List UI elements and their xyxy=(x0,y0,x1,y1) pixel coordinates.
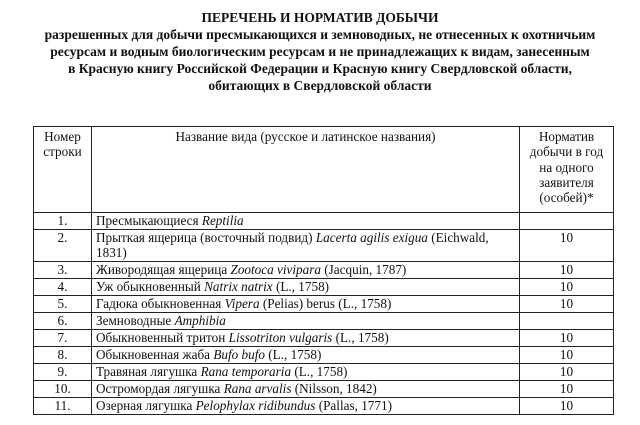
species-latin-name: Rana temporaria xyxy=(200,364,292,379)
table-body xyxy=(34,213,614,415)
norm-value-cell xyxy=(520,313,614,330)
header-species-name: Название вида (русское и латинское названия) xyxy=(92,127,520,213)
table-header-row xyxy=(34,127,614,213)
header-norm: Норматив добычи в год на одного заявителя (особей)* xyxy=(520,127,614,213)
heading-subtitle-line-1: разрешенных для добычи пресмыкающихся и земноводных, не отнесенных к охотничьим xyxy=(44,27,596,42)
species-name-cell xyxy=(92,296,520,313)
species-russian-name: Обыкновенный тритон xyxy=(96,330,229,345)
row-number-cell: 8. xyxy=(34,347,92,364)
table-row xyxy=(34,330,614,347)
species-russian-name: Обыкновенная жаба xyxy=(96,347,214,362)
table-row xyxy=(34,398,614,415)
species-russian-name: Остромордая лягушка xyxy=(96,381,224,396)
row-number-cell: 2. xyxy=(34,230,92,262)
species-name-cell xyxy=(92,381,520,398)
species-latin-name: Zootoca vivipara xyxy=(230,262,321,277)
species-russian-name: Пресмыкающиеся xyxy=(96,213,202,228)
species-latin-name: Amphibia xyxy=(174,313,226,328)
table-row xyxy=(34,364,614,381)
norm-value-cell: 10 xyxy=(520,381,614,398)
table-row xyxy=(34,347,614,364)
species-name-cell xyxy=(92,330,520,347)
heading-title: ПЕРЕЧЕНЬ И НОРМАТИВ ДОБЫЧИ xyxy=(201,10,439,25)
species-russian-name: Озерная лягушка xyxy=(96,398,196,413)
species-authority: (Jacquin, 1787) xyxy=(320,262,407,277)
species-russian-name: Уж обыкновенный xyxy=(96,279,205,294)
table-row xyxy=(34,279,614,296)
species-name-cell xyxy=(92,279,520,296)
header-row-number xyxy=(34,127,92,213)
species-name-cell xyxy=(92,313,520,330)
species-name-cell xyxy=(92,347,520,364)
species-name-cell xyxy=(92,230,520,262)
species-authority: (L., 1758) xyxy=(264,347,322,362)
species-russian-name: Травяная лягушка xyxy=(96,364,201,379)
row-number-cell: 1. xyxy=(34,213,92,230)
species-authority: (L., 1758) xyxy=(291,364,348,379)
species-latin-name: Natrix natrix xyxy=(204,279,273,294)
species-latin-name: Vipera xyxy=(224,296,260,311)
heading-subtitle-line-2: ресурсам и водным биологическим ресурсам и не принадлежащих к видам, занесенным xyxy=(50,44,590,59)
row-number-cell: 9. xyxy=(34,364,92,381)
species-latin-name: Bufo bufo xyxy=(213,347,265,362)
norm-value-cell: 10 xyxy=(520,364,614,381)
norm-value-cell: 10 xyxy=(520,279,614,296)
species-russian-name: Живородящая ящерица xyxy=(96,262,231,277)
species-latin-name: Lissotriton vulgaris xyxy=(228,330,333,345)
table-row xyxy=(34,381,614,398)
norm-value-cell: 10 xyxy=(520,398,614,415)
table-row xyxy=(34,262,614,279)
table-row xyxy=(34,213,614,230)
row-number-cell: 3. xyxy=(34,262,92,279)
row-number-cell: 5. xyxy=(34,296,92,313)
species-authority: (L., 1758) xyxy=(272,279,330,294)
species-authority: (L., 1758) xyxy=(332,330,389,345)
species-authority: (Eichwald, 1831) xyxy=(96,230,489,261)
species-name-cell xyxy=(92,213,520,230)
species-latin-name: Lacerta agilis exigua xyxy=(315,230,428,245)
species-authority: (Pallas, 1771) xyxy=(315,398,392,413)
species-russian-name: Земноводные xyxy=(96,313,175,328)
norm-value-cell: 10 xyxy=(520,296,614,313)
heading-subtitle-line-3: в Красную книгу Российской Федерации и Красную книгу Свердловской области, xyxy=(68,61,572,76)
species-latin-name: Rana arvalis xyxy=(223,381,292,396)
norm-value-cell xyxy=(520,213,614,230)
table-row xyxy=(34,230,614,262)
species-authority: (Nilsson, 1842) xyxy=(291,381,377,396)
document-heading xyxy=(20,9,620,94)
row-number-cell: 10. xyxy=(34,381,92,398)
row-number-cell: 4. xyxy=(34,279,92,296)
header-row-number-line-2: строки xyxy=(43,144,82,160)
norm-value-cell: 10 xyxy=(520,347,614,364)
row-number-cell: 7. xyxy=(34,330,92,347)
norm-value-cell: 10 xyxy=(520,230,614,262)
norm-value-cell: 10 xyxy=(520,262,614,279)
row-number-cell: 11. xyxy=(34,398,92,415)
norm-value-cell: 10 xyxy=(520,330,614,347)
species-latin-name: Pelophylax ridibundus xyxy=(195,398,316,413)
table-row xyxy=(34,296,614,313)
species-authority: (Pelias) berus (L., 1758) xyxy=(259,296,392,311)
species-name-cell xyxy=(92,364,520,381)
species-russian-name: Гадюка обыкновенная xyxy=(96,296,225,311)
species-name-cell xyxy=(92,398,520,415)
table-row xyxy=(34,313,614,330)
species-norms-table xyxy=(33,126,614,415)
heading-subtitle-line-4: обитающих в Свердловской области xyxy=(208,78,432,93)
species-name-cell xyxy=(92,262,520,279)
species-russian-name: Прыткая ящерица (восточный подвид) xyxy=(96,230,316,245)
row-number-cell: 6. xyxy=(34,313,92,330)
species-latin-name: Reptilia xyxy=(201,213,244,228)
header-row-number-line-1: Номер xyxy=(44,129,81,144)
